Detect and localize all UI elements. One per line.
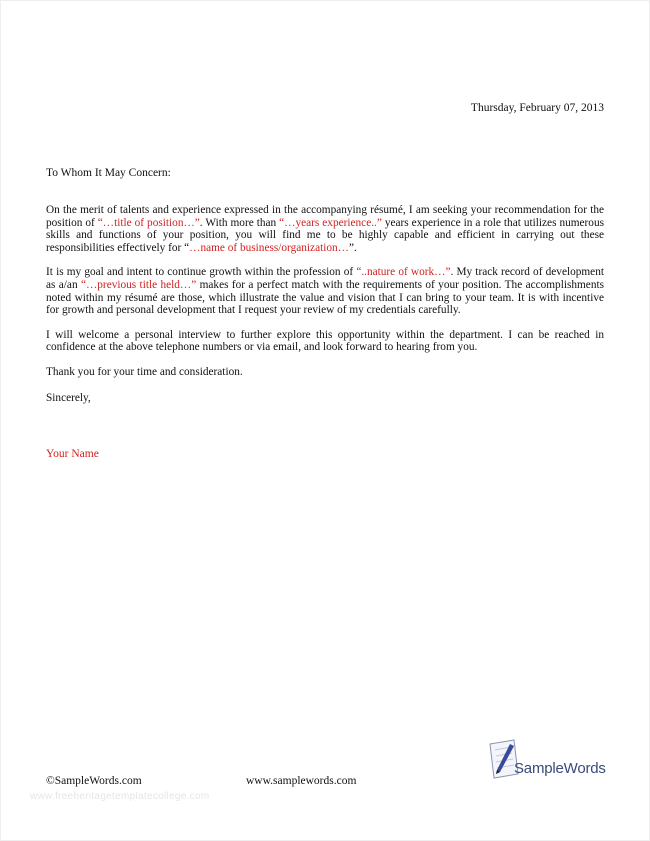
- footer-website[interactable]: www.samplewords.com: [246, 775, 357, 787]
- paragraph-1-text-4: ”.: [348, 241, 357, 254]
- paragraph-1-text-3: years experience in a role that utilizes numerous skills and functions of your position, you will find me to be highly capable and efficient in carrying out these responsibilities effectively for “: [46, 216, 604, 254]
- paragraph-thanks: Thank you for your time and consideration.: [46, 365, 243, 378]
- placeholder-title-of-position: “…title of position…”: [97, 216, 200, 229]
- paragraph-2-text-1: It is my goal and intent to continue growth within the profession of: [46, 266, 357, 279]
- placeholder-business-name: …name of business/organization…: [189, 241, 349, 254]
- samplewords-logo: [484, 738, 604, 782]
- logo-text: SampleWords: [514, 760, 606, 777]
- placeholder-nature-of-work: “..nature of work…”: [356, 266, 451, 279]
- closing: Sincerely,: [46, 391, 91, 404]
- footer-copyright: ©SampleWords.com: [46, 775, 142, 787]
- letter-date: Thursday, February 07, 2013: [470, 102, 604, 114]
- placeholder-years-experience: “…years experience..”: [279, 216, 382, 229]
- paragraph-2: [46, 266, 604, 316]
- paragraph-3: I will welcome a personal interview to further explore this opportunity within the department. I can be reached in confidence at the above telephone numbers or via email, and look forward to hearing from you.: [46, 328, 604, 354]
- letter-body: [46, 204, 604, 417]
- signature-name: Your Name: [46, 448, 99, 460]
- paragraph-1: [46, 204, 604, 254]
- paragraph-2-text-3: makes for a perfect match with the requirements of your position. The accomplishments noted within my résumé are those, which illustrate the value and vision that I can bring to your team. It is with incentive for growth and personal development that I request your review of my credentials carefully.: [46, 278, 605, 317]
- salutation: To Whom It May Concern:: [46, 167, 171, 179]
- paragraph-1-text-1: On the merit of talents and experience expressed in the accompanying résumé, I am seeking your recommendation for the position of: [46, 204, 604, 229]
- watermark-text: www.freeheritagetemplatecollege.com: [30, 791, 210, 802]
- paragraph-1-text-2: . With more than: [199, 216, 280, 229]
- placeholder-previous-title: “…previous title held…”: [80, 278, 197, 291]
- paragraph-2-text-2: . My track record of development as a/an: [46, 266, 604, 291]
